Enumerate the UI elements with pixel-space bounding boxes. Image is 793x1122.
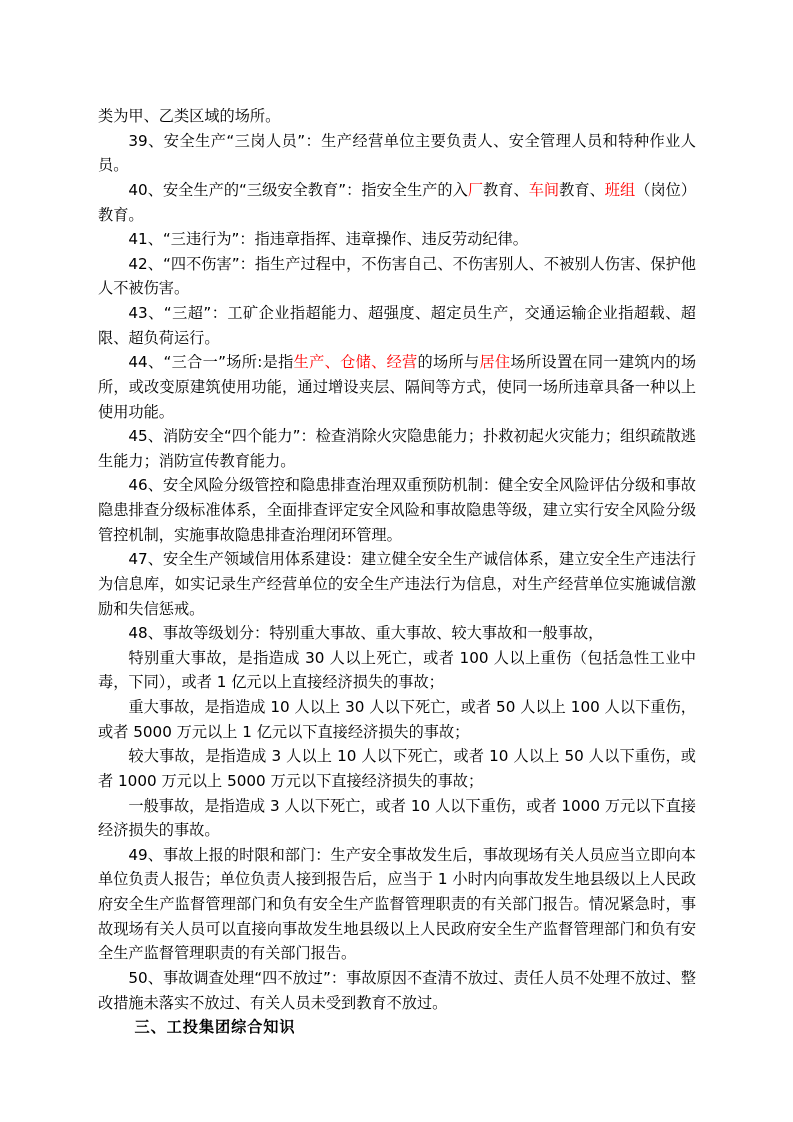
body-text: 43、“三超”：工矿企业指超能力、超强度、超定员生产，交通运输企业指超载、超限、超负荷运行。 <box>98 304 696 347</box>
body-text: 49、事故上报的时限和部门：生产安全事故发生后，事故现场有关人员应当立即向本单位负责人报告；单位负责人接到报告后，应当于 1 小时内向事故发生地县级以上人民政府安全生产监督管理部门和负有安全生产监督管理职责的有关部门报告。情况紧急时，事故现场有关人员可以直接向事故发生地县级以上人民政府安全生产监督管理部门和负有安全生产监督管理职责的有关部门报告。 <box>98 845 696 963</box>
paragraph-list <box>98 104 696 1015</box>
body-text: 41、“三违行为”：指违章指挥、违章操作、违反劳动纪律。 <box>128 230 528 249</box>
emphasis-text: 居住 <box>479 353 511 372</box>
paragraph <box>98 794 696 843</box>
body-text: （岗位）教育。 <box>98 180 697 224</box>
body-text: 40、安全生产的“三级安全教育”：指安全生产的入 <box>128 180 468 199</box>
body-text: 教育、 <box>559 180 605 199</box>
paragraph <box>98 695 696 744</box>
paragraph <box>98 350 696 424</box>
body-text: 类为甲、乙类区域的场所。 <box>98 107 281 125</box>
body-text: 44、“三合一”场所:是指 <box>128 353 294 372</box>
paragraph <box>98 104 696 129</box>
paragraph <box>98 129 696 178</box>
paragraph <box>98 744 696 793</box>
section-heading: 三、工投集团综合知识 <box>134 1018 296 1037</box>
paragraph <box>98 178 696 227</box>
paragraph <box>98 301 696 350</box>
body-text: 46、安全风险分级管控和隐患排查治理双重预防机制：健全安全风险评估分级和事故隐患排查分级标准体系，全面排查评定安全风险和事故隐患等级，建立实行安全风险分级管控机制，实施事故隐患排查治理闭环管理。 <box>98 476 696 544</box>
body-text: 特别重大事故，是指造成 30 人以上死亡，或者 100 人以上重伤（包括急性工业中毒，下同），或者 1 亿元以上直接经济损失的事故； <box>98 648 696 692</box>
paragraph <box>98 547 696 621</box>
body-text: 47、安全生产领域信用体系建设：建立健全安全生产诚信体系，建立安全生产违法行为信息库，如实记录生产经营单位的安全生产违法行为信息，对生产经营单位实施诚信激励和失信惩戒。 <box>98 550 696 618</box>
body-text: 的场所与 <box>417 353 480 372</box>
emphasis-text: 厂 <box>467 180 484 199</box>
emphasis-text: 车间 <box>528 180 560 199</box>
emphasis-text: 班组 <box>604 180 636 199</box>
emphasis-text: 生产、仓储、经营 <box>293 353 418 372</box>
paragraph <box>98 966 696 1015</box>
paragraph <box>98 424 696 473</box>
body-text: 教育、 <box>483 180 529 199</box>
paragraph <box>98 646 696 695</box>
body-text: 较大事故，是指造成 3 人以上 10 人以下死亡，或者 10 人以上 50 人以下重伤，或者 1000 万元以上 5000 万元以下直接经济损失的事故； <box>98 747 696 790</box>
paragraph <box>98 252 696 301</box>
body-text: 50、事故调查处理“四不放过”：事故原因不查清不放过、责任人员不处理不放过、整改措施未落实不放过、有关人员未受到教育不放过。 <box>98 968 696 1012</box>
paragraph <box>98 843 696 966</box>
body-text: 一般事故，是指造成 3 人以下死亡，或者 10 人以下重伤，或者 1000 万元以下直接经济损失的事故。 <box>98 796 696 840</box>
body-text: 42、“四不伤害”：指生产过程中，不伤害自己、不伤害别人、不被别人伤害、保护他人不被伤害。 <box>98 254 696 298</box>
paragraph <box>98 621 696 646</box>
body-text: 39、安全生产“三岗人员”：生产经营单位主要负责人、安全管理人员和特种作业人员。 <box>98 131 696 175</box>
paragraph <box>98 227 696 252</box>
body-text: 重大事故，是指造成 10 人以上 30 人以下死亡，或者 50 人以上 100 人以下重伤，或者 5000 万元以上 1 亿元以下直接经济损失的事故； <box>98 698 696 741</box>
body-text: 45、消防安全“四个能力”：检查消除火灾隐患能力；扑救初起火灾能力；组织疏散逃生能力；消防宣传教育能力。 <box>98 427 696 470</box>
paragraph <box>98 473 696 547</box>
document-body <box>98 104 696 1040</box>
body-text: 48、事故等级划分：特别重大事故、重大事故、较大事故和一般事故， <box>128 624 604 643</box>
body-text: 场所设置在同一建筑内的场所，或改变原建筑使用功能，通过增设夹层、隔间等方式，使同一场所违章具备一种以上使用功能。 <box>98 353 697 421</box>
